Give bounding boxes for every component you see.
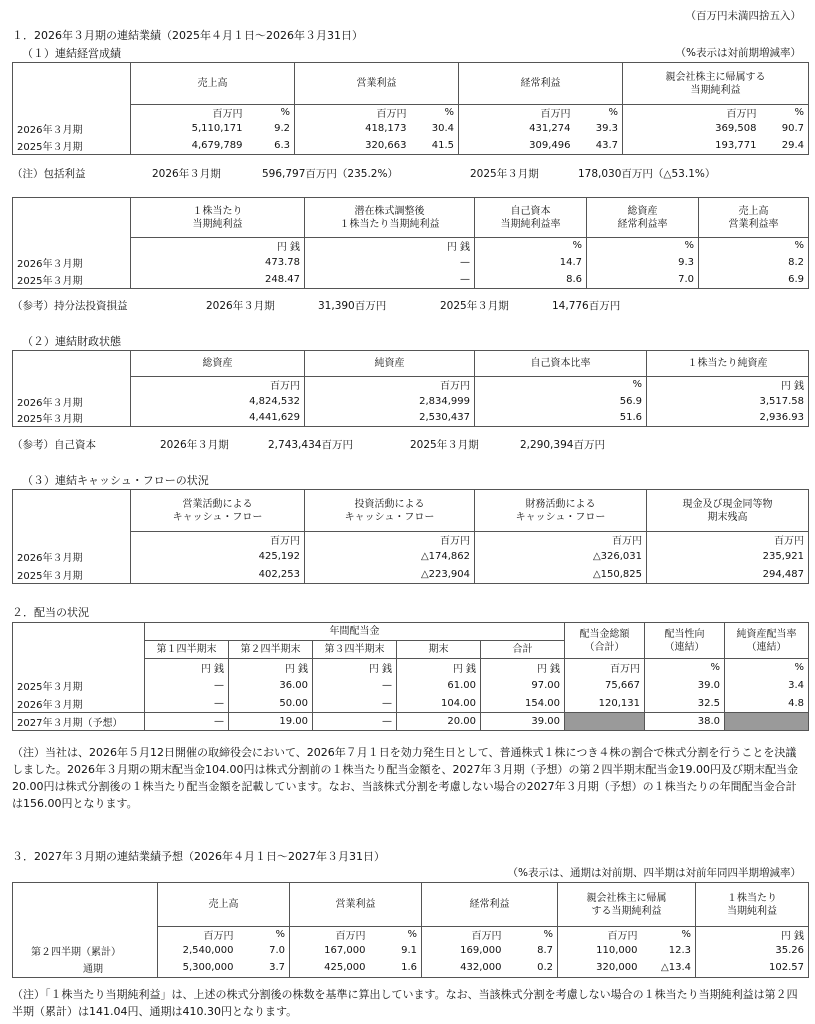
unit-cell: 円 銭 [145,659,229,677]
value-cell: 41.5 [411,137,459,154]
unit-cell: 百万円 [305,532,475,548]
header-eps: １株当たり 当期純利益 [131,198,305,238]
dividend-note: （注）当社は、2026年５月12日開催の取締役会において、2026年７月１日を効力発生日として、普通株式１株につき４株の割合で株式分割を行うことを決議しました。2026年３月期の期末配当金104.00円は株式分割前の１株当たり配当金額を、2027年３月期（予想）の第２四半期末配当金19.00円及び期末配当金20.00円は株式分割後の１株当たり配当金額を記載しています。なお、当該株式分割を考慮しない場合の2027年３月期（予想）の１株当たりの年間配当金合計は156.00円となります。 [12,746,798,810]
unit-cell: 百万円 [131,377,305,393]
table-row [13,271,809,289]
value-cell: 3.7 [238,959,290,977]
value-cell: 425,000 [290,959,370,977]
table-row [13,942,809,959]
unit-cell: 円 銭 [313,659,397,677]
value-cell: 432,000 [422,959,506,977]
value-cell: 248.47 [131,271,305,289]
value-cell: 473.78 [131,254,305,271]
header-operating-margin: 売上高 営業利益率 [699,198,809,238]
header-net-income-text: 親会社株主に帰属する 当期純利益 [665,71,766,96]
equity-capital-period-2: 2025年３月期 [410,439,479,451]
cash-flow-table [12,489,809,584]
header-net-income: 親会社株主に帰属 する当期純利益 [558,883,696,927]
header-annual-dividend: 年間配当金 [145,623,565,641]
value-cell: — [305,254,475,271]
row-label: 2026年３月期 [13,120,131,137]
table-row [13,410,809,427]
equity-method-value-2: 14,776百万円 [552,300,621,312]
value-cell: 5,110,171 [131,120,247,137]
value-cell: 1.6 [370,959,422,977]
unit-cell: % [475,377,647,393]
unit-cell: 円 銭 [481,659,565,677]
value-cell: 9.2 [247,120,295,137]
value-cell: △13.4 [642,959,696,977]
header-equity-ratio: 自己資本比率 [475,351,647,377]
unit-cell: % [642,927,696,943]
unit-cell: % [411,105,459,121]
dividends-table [12,622,809,731]
value-cell: 29.4 [761,137,809,154]
value-cell: — [313,695,397,713]
unit-cell: 百万円 [565,659,645,677]
equity-capital-value-1: 2,743,434百万円 [268,439,353,451]
value-cell: 0.2 [506,959,558,977]
unit-cell: % [645,659,725,677]
table-row [13,695,809,713]
value-cell: 102.57 [696,959,809,977]
value-cell: △326,031 [475,548,647,566]
unit-cell: 百万円 [623,105,761,121]
value-cell: 9.1 [370,942,422,959]
unit-cell: % [575,105,623,121]
financial-position-subtitle: （２）連結財政状態 [22,335,121,348]
value-cell: 51.6 [475,410,647,427]
header-payout-ratio: 配当性向 （連結） [645,623,725,659]
section-3-title: ３．2027年３月期の連結業績予想（2026年４月１日～2027年３月31日） [12,850,385,863]
section-2-title: ２．配当の状況 [12,606,89,619]
value-cell: 4,679,789 [131,137,247,154]
value-cell: 2,530,437 [305,410,475,427]
value-cell: — [313,677,397,695]
unit-cell: 百万円 [475,532,647,548]
header-operating-profit: 営業利益 [290,883,422,927]
value-cell: — [145,695,229,713]
comprehensive-income-label: （注）包括利益 [12,168,86,180]
unit-cell: 百万円 [305,377,475,393]
header-ordinary-profit: 経常利益 [459,63,623,105]
table-corner [13,63,131,105]
row-label: 第２四半期（累計） [13,942,158,959]
shaded-cell [725,713,809,731]
header-doe: 純資産配当率 （連結） [725,623,809,659]
unit-note: （百万円未満四捨五入） [685,10,801,22]
unit-cell: 百万円 [131,532,305,548]
value-cell: 402,253 [131,566,305,584]
unit-cell: % [247,105,295,121]
unit-cell: 百万円 [459,105,575,121]
forecast-note: （注）「１株当たり当期純利益」は、上述の株式分割後の株数を基準に算出しています。なお、当該株式分割を考慮しない場合の１株当たり当期純利益は第２四半期（累計）は141.04円、通期は410.30円となります。 [12,988,798,1018]
value-cell: 4,824,532 [131,393,305,410]
header-year-end: 期末 [397,641,481,659]
unit-cell: 百万円 [131,105,247,121]
value-cell: 5,300,000 [158,959,238,977]
unit-cell: 円 銭 [647,377,809,393]
comprehensive-income-value-1: 596,797百万円（235.2%） [262,168,398,180]
value-cell: 4.8 [725,695,809,713]
value-cell: △223,904 [305,566,475,584]
unit-cell: 百万円 [295,105,411,121]
row-label: 2025年３月期 [13,410,131,427]
table-row [13,566,809,584]
value-cell: 14.7 [475,254,587,271]
equity-capital-value-2: 2,290,394百万円 [520,439,605,451]
equity-method-period-2: 2025年３月期 [440,300,509,312]
value-cell: 35.26 [696,942,809,959]
row-label: 2026年３月期 [13,254,131,271]
unit-cell: % [725,659,809,677]
value-cell: 43.7 [575,137,623,154]
value-cell: 369,508 [623,120,761,137]
value-cell: — [145,713,229,731]
header-operating-profit: 営業利益 [295,63,459,105]
value-cell: 193,771 [623,137,761,154]
operating-results-note: （%表示は対前期増減率） [675,47,801,59]
row-label: 2026年３月期 [13,393,131,410]
value-cell: △150,825 [475,566,647,584]
operating-results-subtitle: （１）連結経営成績 [22,47,121,60]
value-cell: 425,192 [131,548,305,566]
row-label: 2025年３月期 [13,137,131,154]
table-row [13,120,809,137]
equity-method-value-1: 31,390百万円 [318,300,387,312]
value-cell: 32.5 [645,695,725,713]
value-cell: 104.00 [397,695,481,713]
value-cell: 30.4 [411,120,459,137]
header-net-assets: 純資産 [305,351,475,377]
value-cell: 75,667 [565,677,645,695]
value-cell: — [145,677,229,695]
value-cell: 418,173 [295,120,411,137]
unit-cell: 円 銭 [305,238,475,254]
header-operating-cf: 営業活動による キャッシュ・フロー [131,490,305,532]
unit-cell: 百万円 [422,927,506,943]
unit-cell: % [238,927,290,943]
table-row [13,959,809,977]
row-label: 2025年３月期 [13,677,145,695]
unit-cell: % [475,238,587,254]
equity-method-label: （参考）持分法投資損益 [12,300,128,312]
unit-cell: % [587,238,699,254]
row-label: 2025年３月期 [13,566,131,584]
forecast-note-header: （%表示は、通期は対前期、四半期は対前年同四半期増減率） [507,867,801,879]
value-cell: 12.3 [642,942,696,959]
table-row [13,677,809,695]
row-label: 2026年３月期 [13,695,145,713]
cash-flow-subtitle: （３）連結キャッシュ・フローの状況 [22,474,209,487]
header-q1: 第１四半期末 [145,641,229,659]
value-cell: 2,936.93 [647,410,809,427]
header-roa: 総資産 経常利益率 [587,198,699,238]
value-cell: 309,496 [459,137,575,154]
section-1-title: １．2026年３月期の連結業績（2025年４月１日～2026年３月31日） [12,29,363,42]
header-bps: １株当たり純資産 [647,351,809,377]
table-row [13,548,809,566]
comprehensive-income-period-2: 2025年３月期 [470,168,539,180]
header-investing-cf: 投資活動による キャッシュ・フロー [305,490,475,532]
unit-cell: 円 銭 [229,659,313,677]
header-diluted-eps: 潜在株式調整後 １株当たり当期純利益 [305,198,475,238]
value-cell: 8.7 [506,942,558,959]
value-cell: 4,441,629 [131,410,305,427]
value-cell: 8.2 [699,254,809,271]
value-cell: 431,274 [459,120,575,137]
header-cash-balance: 現金及び現金同等物 期末残高 [647,490,809,532]
header-q3: 第３四半期末 [313,641,397,659]
value-cell: 8.6 [475,271,587,289]
header-financing-cf: 財務活動による キャッシュ・フロー [475,490,647,532]
value-cell: 320,663 [295,137,411,154]
value-cell: △174,862 [305,548,475,566]
unit-cell: % [506,927,558,943]
value-cell: — [305,271,475,289]
unit-cell: 円 銭 [696,927,809,943]
header-sales: 売上高 [158,883,290,927]
value-cell: 39.00 [481,713,565,731]
value-cell: 39.0 [645,677,725,695]
row-label: 2027年３月期（予想） [13,713,145,731]
value-cell: 294,487 [647,566,809,584]
equity-capital-label: （参考）自己資本 [12,439,96,451]
value-cell: 6.3 [247,137,295,154]
value-cell: 61.00 [397,677,481,695]
unit-cell: 百万円 [647,532,809,548]
operating-results-table [12,62,809,155]
value-cell: 120,131 [565,695,645,713]
table-row [13,137,809,154]
value-cell: 20.00 [397,713,481,731]
table-row [13,393,809,410]
financial-position-table [12,350,809,427]
unit-cell: 百万円 [290,927,370,943]
row-label: 2026年３月期 [13,548,131,566]
value-cell: 235,921 [647,548,809,566]
value-cell: 39.3 [575,120,623,137]
header-q2: 第２四半期末 [229,641,313,659]
value-cell: 2,540,000 [158,942,238,959]
comprehensive-income-value-2: 178,030百万円（△53.1%） [578,168,716,180]
header-eps: １株当たり 当期純利益 [696,883,809,927]
table-row [13,713,809,731]
value-cell: 3.4 [725,677,809,695]
header-sales: 売上高 [131,63,295,105]
unit-cell: % [761,105,809,121]
header-total-assets: 総資産 [131,351,305,377]
header-net-income [623,63,809,105]
unit-cell: 百万円 [158,927,238,943]
value-cell: 154.00 [481,695,565,713]
table-row [13,254,809,271]
comprehensive-income-period-1: 2026年３月期 [152,168,221,180]
shaded-cell [565,713,645,731]
row-label: 2025年３月期 [13,271,131,289]
row-label: 通期 [13,959,158,977]
value-cell: 167,000 [290,942,370,959]
value-cell: 2,834,999 [305,393,475,410]
header-total: 合計 [481,641,565,659]
header-roe: 自己資本 当期純利益率 [475,198,587,238]
value-cell: 7.0 [587,271,699,289]
value-cell: 169,000 [422,942,506,959]
value-cell: 38.0 [645,713,725,731]
value-cell: 97.00 [481,677,565,695]
value-cell: 9.3 [587,254,699,271]
value-cell: 3,517.58 [647,393,809,410]
value-cell: 320,000 [558,959,642,977]
unit-cell: 円 銭 [397,659,481,677]
value-cell: 56.9 [475,393,647,410]
unit-cell: 百万円 [558,927,642,943]
unit-cell: % [699,238,809,254]
forecast-table [12,882,809,978]
equity-method-period-1: 2026年３月期 [206,300,275,312]
value-cell: 50.00 [229,695,313,713]
unit-cell: % [370,927,422,943]
value-cell: 36.00 [229,677,313,695]
header-ordinary-profit: 経常利益 [422,883,558,927]
equity-capital-period-1: 2026年３月期 [160,439,229,451]
value-cell: 90.7 [761,120,809,137]
unit-cell: 円 銭 [131,238,305,254]
value-cell: 6.9 [699,271,809,289]
value-cell: 110,000 [558,942,642,959]
value-cell: 7.0 [238,942,290,959]
value-cell: 19.00 [229,713,313,731]
per-share-indicators-table [12,197,809,289]
value-cell: — [313,713,397,731]
header-total-dividend: 配当金総額 （合計） [565,623,645,659]
